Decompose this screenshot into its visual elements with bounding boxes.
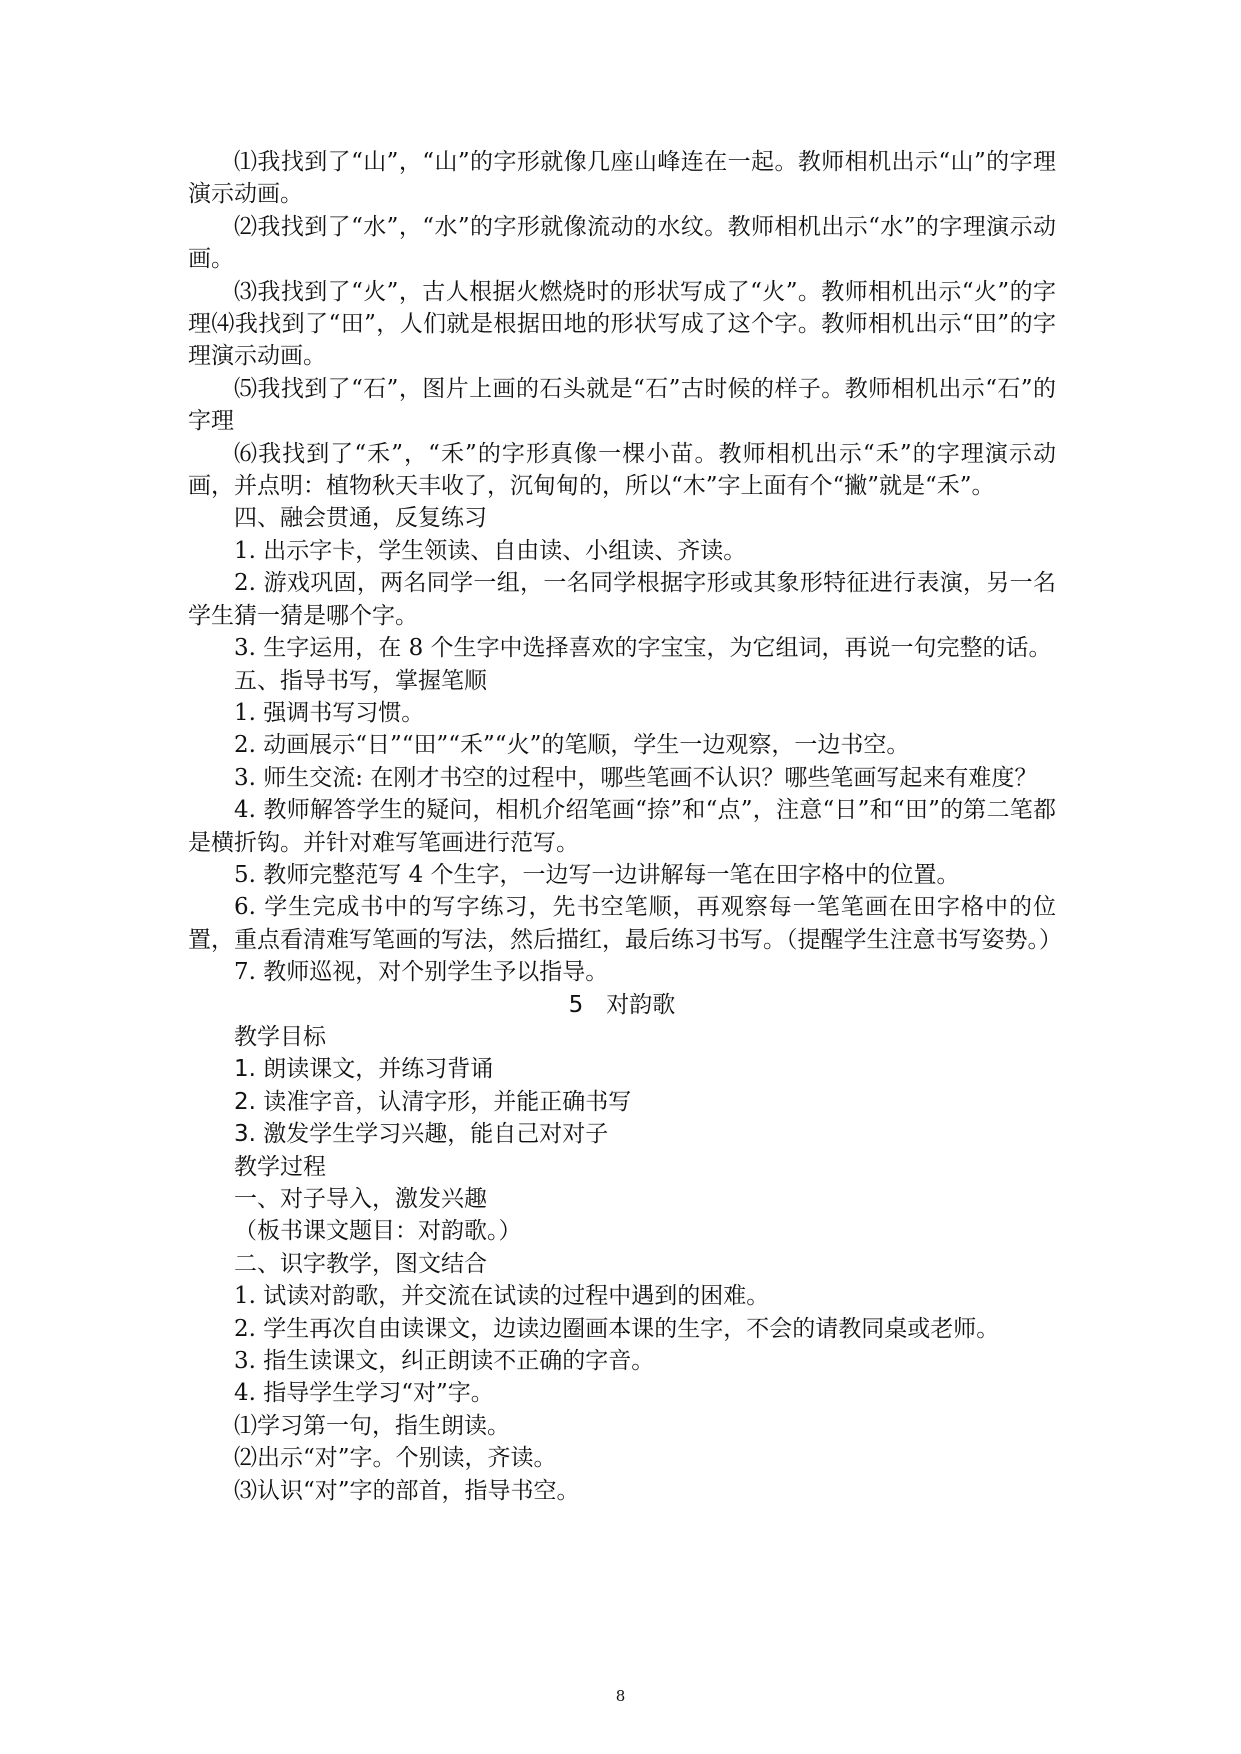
literacy-subitem-3: ⑶认识“对”字的部首，指导书空。: [234, 1477, 580, 1504]
goal-item-3: 3. 激发学生学习兴趣，能自己对对子: [234, 1121, 609, 1148]
practice-item-1: 1. 出示字卡，学生领读、自由读、小组读、齐读。: [234, 537, 747, 564]
literacy-item-3: 3. 指生读课文，纠正朗读不正确的字音。: [234, 1348, 655, 1375]
teaching-goals-heading: 教学目标: [234, 1023, 326, 1050]
paragraph-huo-tian: ⑶我找到了“火”，古人根据火燃烧时的形状写成了“火”。教师相机出示“火”的字理⑷我找到了“田”，人们就是根据田地的形状写成了这个字。教师相机出示“田”的字理演示动画。: [188, 278, 1056, 370]
board-title-note: （板书课文题目：对韵歌。）: [234, 1218, 522, 1245]
writing-item-1: 1. 强调书写习惯。: [234, 699, 425, 726]
goal-item-1: 1. 朗读课文，并练习背诵: [234, 1056, 494, 1083]
teaching-process-heading: 教学过程: [234, 1153, 326, 1180]
section-heading-literacy: 二、识字教学，图文结合: [234, 1250, 487, 1277]
paragraph-he: ⑹我找到了“禾”，“禾”的字形真像一棵小苗。教师相机出示“禾”的字理演示动画，并点明：植物秋天丰收了，沉甸甸的，所以“木”字上面有个“撇”就是“禾”。: [188, 440, 1056, 500]
literacy-item-4: 4. 指导学生学习“对”字。: [234, 1380, 494, 1407]
literacy-item-2: 2. 学生再次自由读课文，边读边圈画本课的生字，不会的请教同桌或老师。: [234, 1315, 1000, 1342]
writing-item-7: 7. 教师巡视，对个别学生予以指导。: [234, 959, 609, 986]
writing-item-6: 6. 学生完成书中的写字练习，先书空笔顺，再观察每一笔笔画在田字格中的位置，重点看清难写笔画的写法，然后描红，最后练习书写。（提醒学生注意书写姿势。）: [188, 894, 1062, 953]
writing-item-2: 2. 动画展示“日”“田”“禾”“火”的笔顺，学生一边观察，一边书空。: [234, 732, 910, 759]
lesson-title: 5 对韵歌: [568, 991, 676, 1018]
page-content: [188, 146, 1062, 1507]
section-heading-writing: 五、指导书写，掌握笔顺: [234, 667, 487, 694]
literacy-subitem-1: ⑴学习第一句，指生朗读。: [234, 1412, 510, 1439]
paragraph-shan: ⑴我找到了“山”，“山”的字形就像几座山峰连在一起。教师相机出示“山”的字理演示动画。: [188, 149, 1056, 208]
writing-item-3: 3. 师生交流: 在刚才书空的过程中，哪些笔画不认识？哪些笔画写起来有难度？: [234, 764, 1038, 791]
section-heading-practice: 四、融会贯通，反复练习: [234, 505, 487, 532]
practice-item-3: 3. 生字运用，在 8 个生字中选择喜欢的字宝宝，为它组词，再说一句完整的话。: [234, 635, 1052, 662]
literacy-item-1: 1. 试读对韵歌，并交流在试读的过程中遇到的困难。: [234, 1283, 770, 1310]
paragraph-shi: ⑸我找到了“石”，图片上画的石头就是“石”古时候的样子。教师相机出示“石”的字理: [188, 375, 1056, 435]
literacy-subitem-2: ⑵出示“对”字。个别读，齐读。: [234, 1445, 557, 1472]
writing-item-4: 4. 教师解答学生的疑问，相机介绍笔画“捺”和“点”，注意“日”和“田”的第二笔都是横折钩。并针对难写笔画进行范写。: [188, 797, 1056, 856]
section-heading-intro: 一、对子导入，激发兴趣: [234, 1186, 487, 1212]
goal-item-2: 2. 读准字音，认清字形，并能正确书写: [234, 1088, 632, 1115]
practice-item-2: 2. 游戏巩固，两名同学一组，一名同学根据字形或其象形特征进行表演，另一名学生猜一猜是哪个字。: [188, 570, 1056, 629]
paragraph-shui: ⑵我找到了“水”，“水”的字形就像流动的水纹。教师相机出示“水”的字理演示动画。: [188, 213, 1056, 273]
writing-item-5: 5. 教师完整范写 4 个生字，一边写一边讲解每一笔在田字格中的位置。: [234, 861, 960, 888]
page-number: 8: [615, 1687, 626, 1705]
